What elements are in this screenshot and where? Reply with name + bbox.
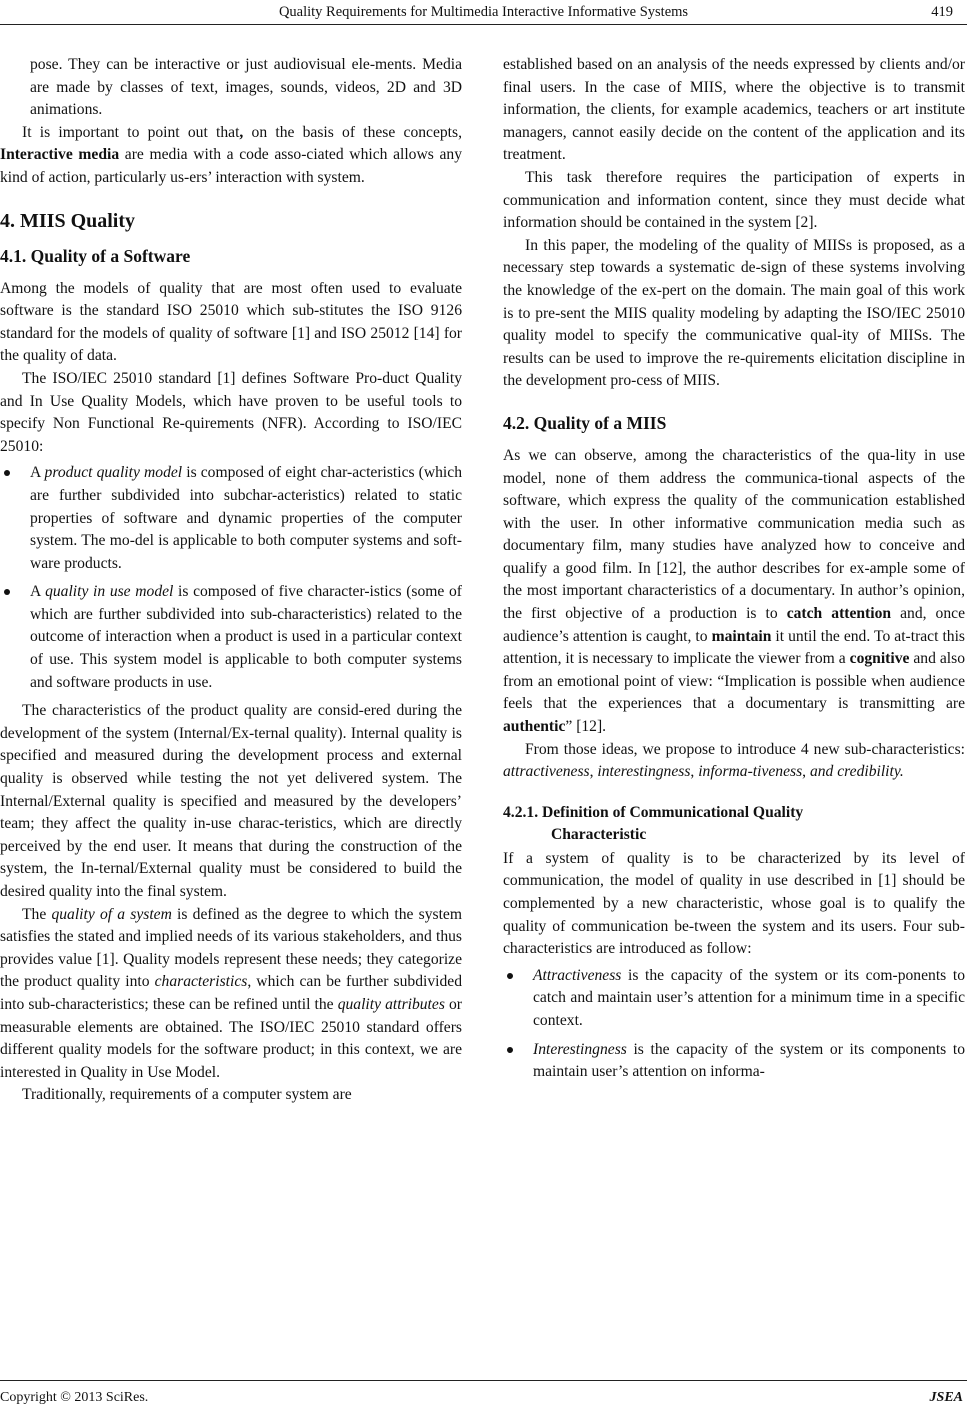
paragraph-product-quality-characteristics: The characteristics of the product quality are consid-ered during the development of the system (Internal/Ex-ternal quality). Internal quality is specified and measured during the development process and external quality is observed while testing the not yet delivered system. The Internal/External quality is specified and measured by the developers’ team; they affect the quality in-use charac-teristics, which are directly perceived by the end user. It means that during the construction of the system, the In-ternal/External quality must be considered to build the desired quality into the final system. xyxy=(0,702,462,900)
quality-model-list xyxy=(0,462,462,694)
bullet-icon xyxy=(4,589,10,595)
subsection-heading-miis-quality: 4.2. Quality of a MIIS xyxy=(503,412,667,433)
paragraph-experts-participation: This task therefore requires the participation of experts in communication and information content, since they must decide what information should be contained in the system [2]. xyxy=(503,168,965,232)
bullet-icon xyxy=(507,1047,513,1053)
section-heading-miis-quality: 4. MIIS Quality xyxy=(0,209,136,232)
subsubsection-heading-communicational-quality: 4.2.1. Definition of Communicational Quality Characteristic xyxy=(503,803,804,843)
journal-name: JSEA xyxy=(929,1390,963,1405)
paragraph-communication-characteristic: If a system of quality is to be characterized by its level of communication, the model of quality in use described in [1] should be complemented by a new characteristic, whose goal is to qualify the quality of communication be-tween the system and its users. Four sub-characteristics are introduced as follow: xyxy=(503,849,965,958)
list-item-product-quality-model: A product quality model is composed of eight char-acteristics (which are further subdivided into subchar-acteristics) related to static properties of software and dynamic properties of the computer system. The mo-del is applicable to both computer systems and soft-ware products. xyxy=(0,462,462,575)
page-header xyxy=(0,0,967,30)
list-item-interestingness: Interestingness is the capacity of the system or its components to maintain user’s attention on informa- xyxy=(503,1039,965,1084)
paragraph-interactive-media: It is important to point out that, on the basis of these concepts, Interactive media are media with a code asso-ciated which allows any kind of action, particularly us-ers’ interaction with system. xyxy=(0,123,462,186)
paragraph-traditionally: Traditionally, requirements of a computer system are xyxy=(22,1086,352,1104)
header-rule xyxy=(0,24,967,25)
bullet-icon xyxy=(507,973,513,979)
bullet-continuation: pose. They can be interactive or just audiovisual ele-ments. Media are made by classes of text, images, sounds, videos, 2D and 3D animations. xyxy=(30,56,462,119)
subsection-heading-software-quality: 4.1. Quality of a Software xyxy=(0,245,191,266)
list-item-attractiveness: Attractiveness is the capacity of the system or its com-ponents to catch and maintain user’s attention for a minimum time in a specific context. xyxy=(503,965,965,1033)
paragraph-models-of-quality: Among the models of quality that are most often used to evaluate software is the standard ISO 25010 which sub-stitutes the ISO 9126 standard for the models of quality of software [1] and ISO 25012 [14] for the quality of data. xyxy=(0,279,462,365)
paragraph-modeling-proposal: In this paper, the modeling of the quality of MIISs is proposed, as a necessary step towards a systematic de-sign of these systems involving the knowledge of the ex-pert on the domain. The main goal of this work is to pre-sent the MIIS quality modeling by adapting the ISO/IEC 25010 quality model to specify the communicative qual-ity of MIISs. The results can be used to improve the re-quirements elicitation discipline in the development pro-cess of MIIS. xyxy=(503,236,965,390)
list-item-quality-in-use-model: A quality in use model is composed of five character-istics (some of which are further subdivided into sub-characteristics) related to the outcome of interaction when a product is used in a particular context of use. This system model is applicable to both computer systems and software products in use. xyxy=(0,581,462,694)
bullet-icon xyxy=(4,470,10,476)
paragraph-quality-of-a-system: The quality of a system is defined as the degree to which the system satisfies the stated and implied needs of its various stakeholders, and thus provides value [1]. Quality models represent these needs; they categorize the product quality into characteristics, which can be further subdivided into sub-characteristics; these can be refined until the quality attributes or measurable elements are obtained. The ISO/IEC 25010 standard offers different quality models for the software product; in this context, we are interested in Quality in Use Model. xyxy=(0,905,462,1081)
paragraph-new-subcharacteristics: From those ideas, we propose to introduce 4 new sub-characteristics: attractiveness, interestingness, informa-tiveness, and credibility. xyxy=(503,740,965,781)
paragraph-communicational-aspects: As we can observe, among the characteristics of the qua-lity in use model, none of them address the communica-tional aspects of the software, which express the quality of the communication established with the user. In other informative communication media such as documentary film, many studies have analyzed how to conceive and qualify a good film. In [12], the author describes for ex-ample some of the most important characteristics of a documentary. In author’s opinion, the first objective of a production is to catch attention and, once audience’s attention is caught, to maintain it until the end. To at-tract this attention, it is necessary to implicate the viewer from a cognitive and also from an emotional point of view: “Implication is possible when audience feels that the experiences that a documentary is transmitting are authentic” [12]. xyxy=(503,446,966,736)
left-column xyxy=(0,54,462,1107)
running-title: Quality Requirements for Multimedia Interactive Informative Systems xyxy=(278,4,689,20)
paragraph-needs-analysis: established based on an analysis of the needs expressed by clients and/or final users. In the case of MIIS, where the objective is to transmit information, the clients, for example academics, teachers or art institute managers, cannot easily decide on the content of the application and its treatment. xyxy=(503,56,965,164)
footer-rule xyxy=(0,1380,967,1381)
paragraph-iso-25010: The ISO/IEC 25010 standard [1] defines Software Pro-duct Quality and In Use Quality Models, which have proven to be useful tools to specify Non Functional Re-quirements (NFR). According to ISO/IEC 25010: xyxy=(0,369,462,455)
subcharacteristics-list xyxy=(503,965,965,1084)
right-column xyxy=(503,54,965,1090)
page-number: 419 xyxy=(931,4,953,20)
page-footer xyxy=(0,1380,967,1414)
copyright-notice: Copyright © 2013 SciRes. xyxy=(0,1390,149,1405)
